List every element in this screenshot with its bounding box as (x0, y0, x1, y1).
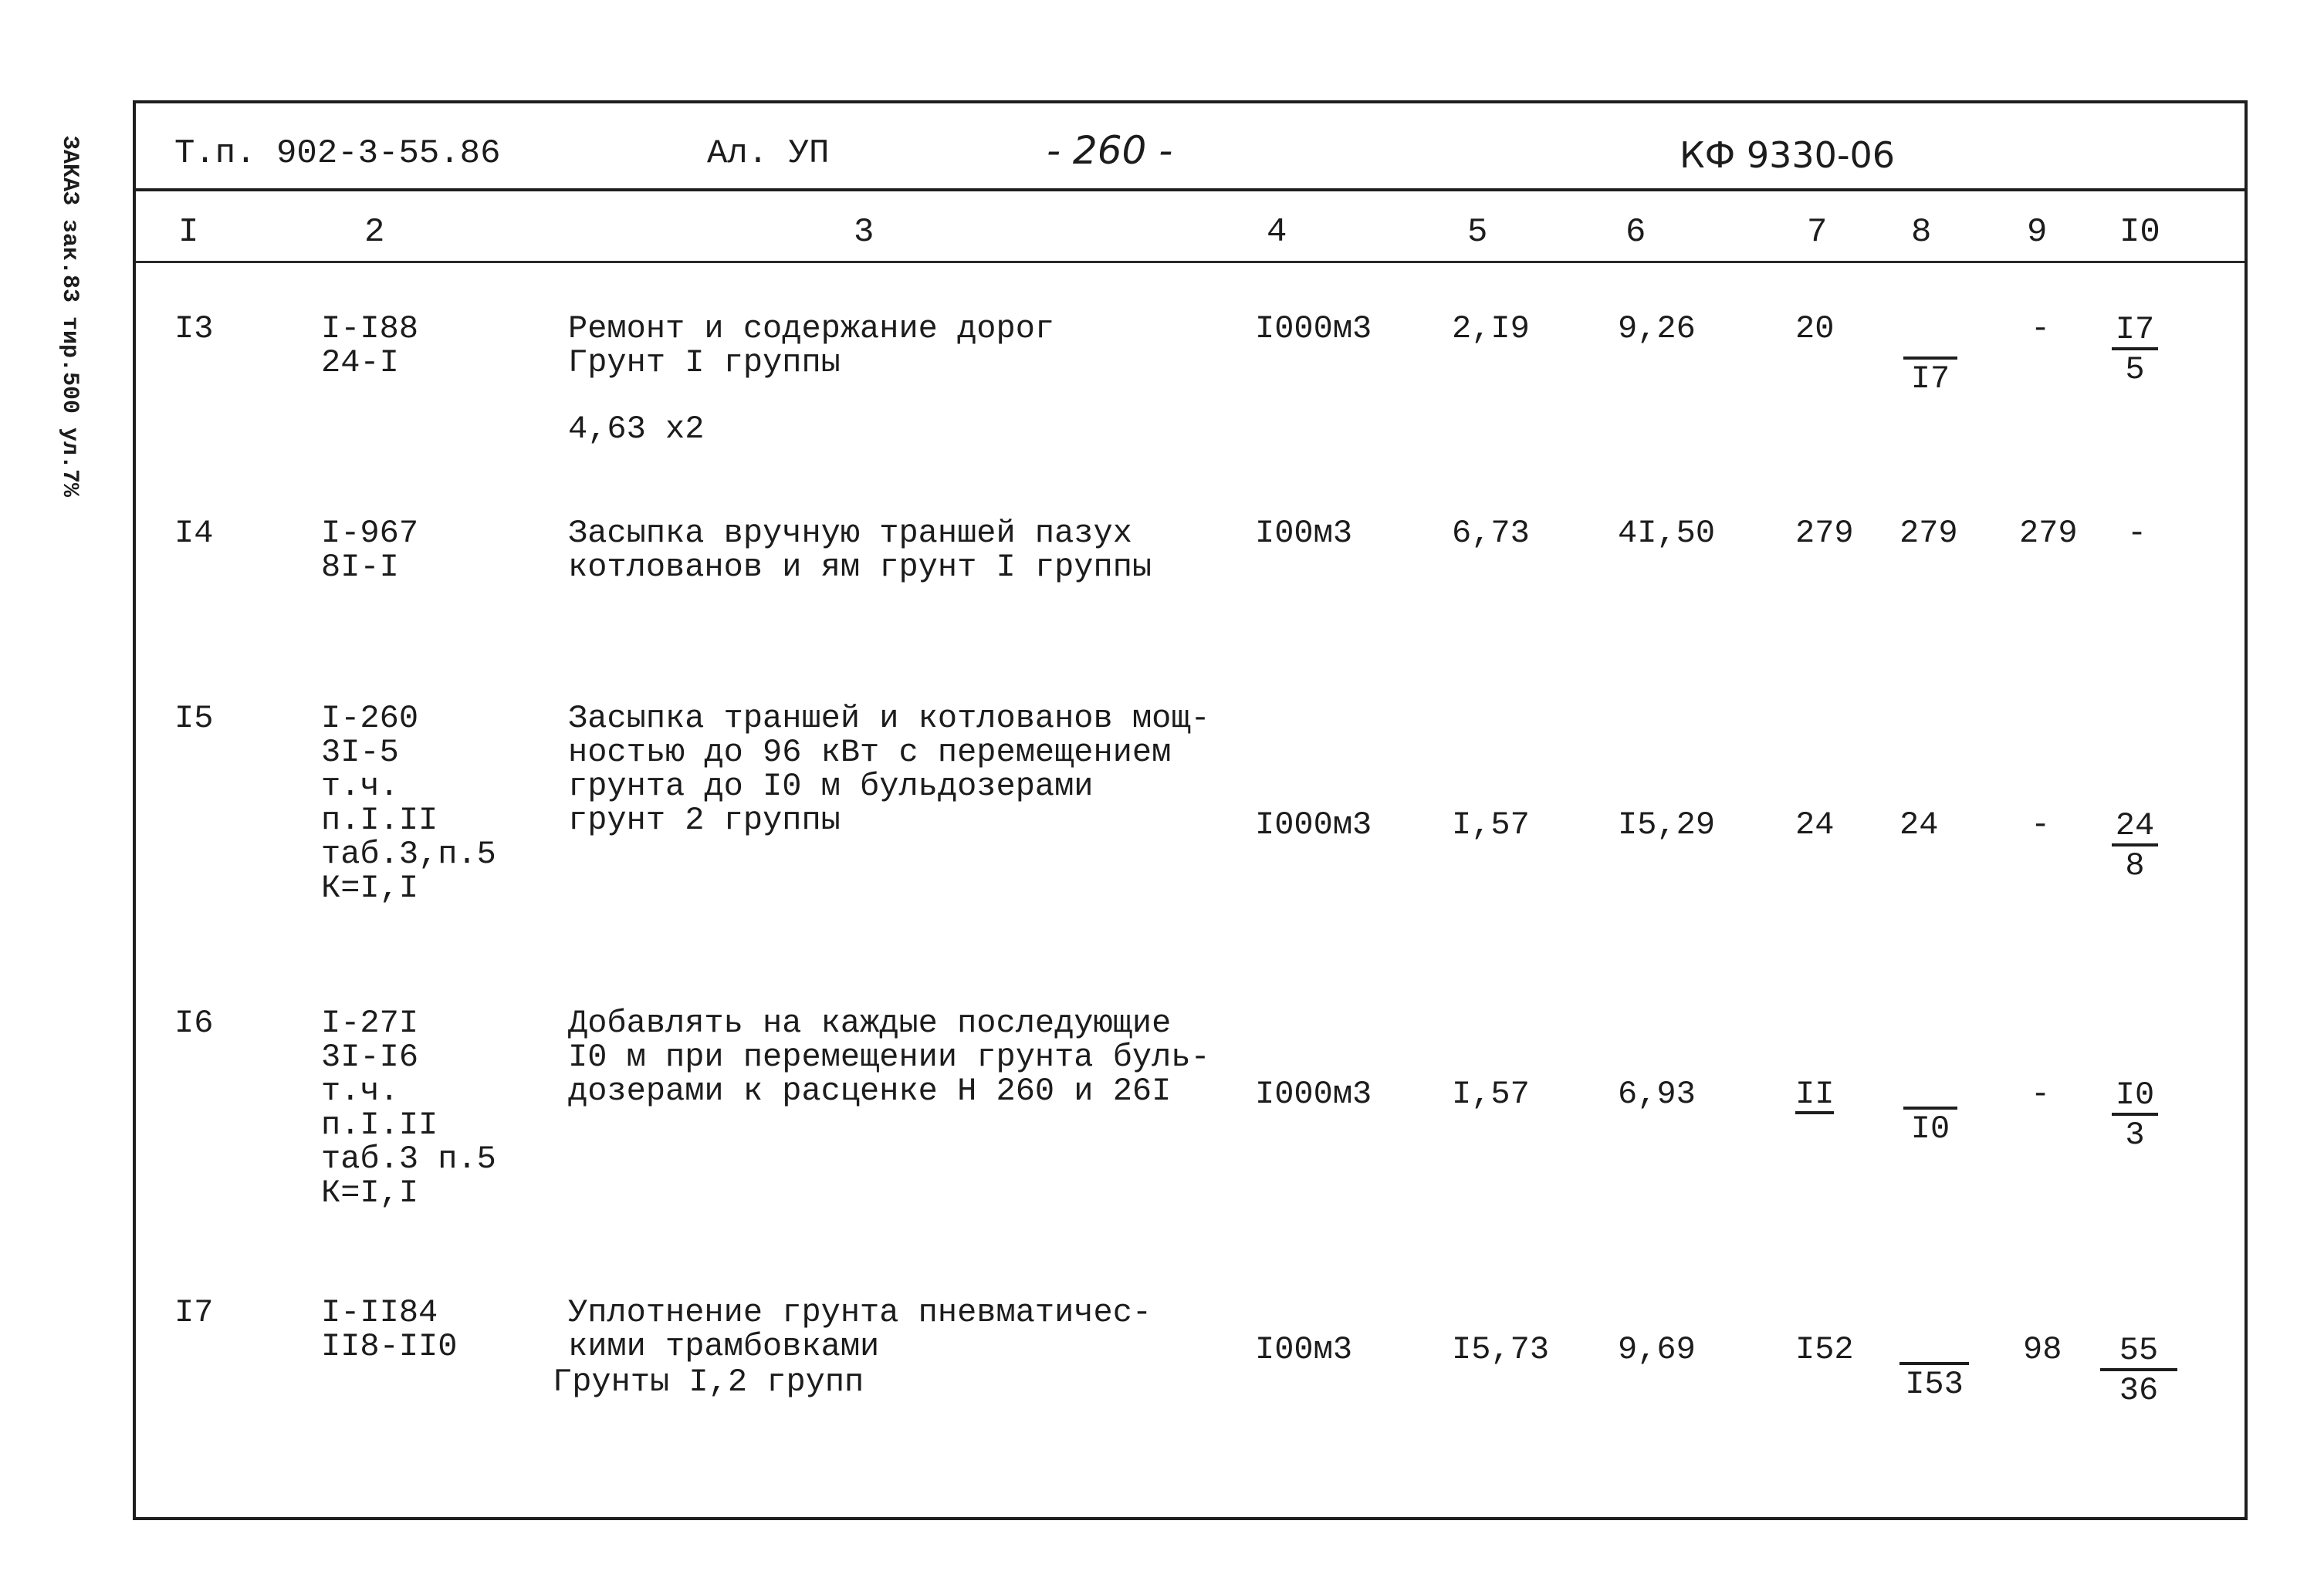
col-10-bottom: 36 (2119, 1372, 2159, 1410)
col-9-value: 98 (2023, 1331, 2062, 1368)
col-8-number: 8 (1911, 213, 1932, 252)
col-10-top: 24 (2112, 808, 2158, 846)
side-stamp (31, 116, 108, 517)
col-10-number: I0 (2119, 213, 2160, 252)
col-5-value: 2,I9 (1452, 310, 1530, 347)
col-6-value: 9,69 (1618, 1331, 1696, 1368)
col-2-number: 2 (364, 213, 385, 252)
col-8-top (1899, 1333, 1969, 1365)
col-10-fraction (2100, 1333, 2177, 1411)
col-6-value: I5,29 (1618, 806, 1716, 843)
side-stamp-text: ЗАКАЗ зак.83 тир.500 ул.7% (56, 135, 83, 498)
col-7-number: 7 (1807, 213, 1828, 252)
col-9-value: - (2031, 806, 2051, 843)
rate-reference: I-260 3I-5 т.ч. п.I.II таб.3,п.5 К=I,I (321, 700, 496, 907)
row-number: I3 (174, 310, 214, 347)
col-5-number: 5 (1467, 213, 1488, 252)
doc-number: Т.п. 902-3-55.86 (174, 134, 501, 173)
calculation-note: 4,63 x2 (568, 411, 705, 448)
doc-code: КФ 9330-06 (1680, 134, 1896, 176)
column-number-row (136, 191, 2245, 263)
col-8-value: 24 (1899, 806, 1939, 843)
col-8-fraction (1903, 327, 1957, 398)
page-header (136, 103, 2245, 191)
col-6-number: 6 (1625, 213, 1646, 252)
work-description: Добавлять на каждые последующие I0 м при перемещении грунта буль- дозерами к расценке Н 260 и 26I (568, 1005, 1210, 1110)
col-8-top (1903, 1077, 1957, 1110)
col-10-top: I7 (2112, 312, 2158, 350)
col-8-bottom: I7 (1910, 360, 1950, 397)
work-description: Засыпка траншей и котлованов мощ- ностью до 96 кВт с перемещением грунта до I0 м бульдозерами грунт 2 группы (568, 700, 1210, 840)
unit: I00м3 (1255, 515, 1353, 552)
col-7-value: I52 (1795, 1331, 1854, 1368)
col-6-value: 4I,50 (1618, 515, 1716, 552)
rate-reference: I-27I 3I-I6 т.ч. п.I.II таб.3 п.5 К=I,I (321, 1005, 496, 1212)
col-8-bottom: I53 (1905, 1366, 1964, 1403)
rate-reference: I-I88 24-I (321, 310, 419, 382)
col-10-bottom: 5 (2125, 351, 2145, 389)
col-8-fraction (1899, 1333, 1969, 1404)
work-description: Ремонт и содержание дорог Грунт I группы (568, 310, 1055, 382)
col-9-value: - (2031, 1076, 2051, 1113)
col-10-fraction (2112, 1077, 2158, 1155)
col-7-value: II (1795, 1077, 1834, 1114)
row-number: I5 (174, 700, 214, 737)
unit: I000м3 (1255, 806, 1372, 843)
document-frame (133, 100, 2248, 1520)
col-6-value: 9,26 (1618, 310, 1696, 347)
col-1-number: I (178, 213, 199, 252)
col-8-top (1903, 327, 1957, 360)
col-10-top: 55 (2100, 1333, 2177, 1371)
unit: I000м3 (1255, 310, 1372, 347)
col-10-top: I0 (2112, 1077, 2158, 1116)
col-7-value: 20 (1795, 310, 1835, 347)
work-description-extra: Грунты I,2 групп (553, 1364, 864, 1401)
col-9-value: 279 (2019, 515, 2078, 552)
rate-reference: I-II84 II8-II0 (321, 1294, 458, 1366)
col-9-number: 9 (2027, 213, 2048, 252)
col-10-bottom: 8 (2125, 847, 2145, 885)
unit: I00м3 (1255, 1331, 1353, 1368)
col-7-value: 279 (1795, 515, 1854, 552)
col-8-bottom: I0 (1910, 1110, 1950, 1147)
col-10-value: - (2127, 515, 2147, 552)
col-4-number: 4 (1267, 213, 1287, 252)
col-5-value: 6,73 (1452, 515, 1530, 552)
col-10-bottom: 3 (2125, 1117, 2145, 1154)
work-description: Уплотнение грунта пневматичес- кими трамбовками (568, 1294, 1152, 1366)
col-5-value: I,57 (1452, 1076, 1530, 1113)
col-9-value: - (2031, 310, 2051, 347)
col-8-value: 279 (1899, 515, 1958, 552)
col-7-value: 24 (1795, 806, 1835, 843)
album-label: Ал. УП (707, 134, 830, 173)
row-number: I7 (174, 1294, 214, 1331)
col-5-value: I,57 (1452, 806, 1530, 843)
row-number: I4 (174, 515, 214, 552)
rate-reference: I-967 8I-I (321, 515, 419, 586)
col-10-fraction (2112, 808, 2158, 886)
unit: I000м3 (1255, 1076, 1372, 1113)
col-3-number: 3 (854, 213, 874, 252)
col-5-value: I5,73 (1452, 1331, 1550, 1368)
col-8-fraction (1903, 1077, 1957, 1148)
page-number: - 260 - (1047, 128, 1173, 173)
row-number: I6 (174, 1005, 214, 1042)
col-6-value: 6,93 (1618, 1076, 1696, 1113)
col-10-fraction (2112, 312, 2158, 390)
work-description: Засыпка вручную траншей пазух котлованов и ям грунт I группы (568, 515, 1152, 586)
